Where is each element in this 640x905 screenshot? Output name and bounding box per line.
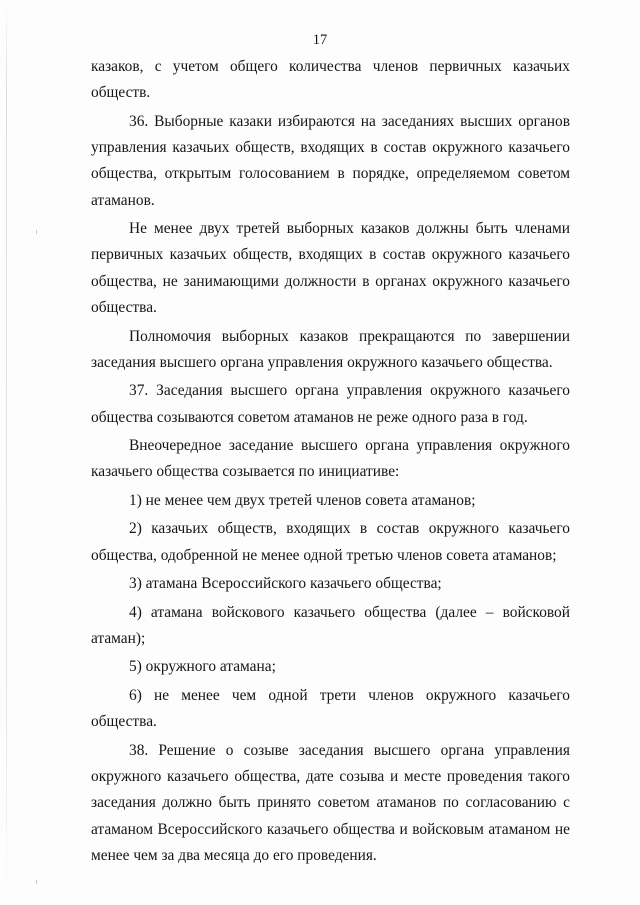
paragraph: 6) не менее чем одной трети членов окружного казачьего общества. xyxy=(91,686,570,731)
paragraph: Полномочия выборных казаков прекращаются по завершении заседания высшего органа управления окружного казачьего общества. xyxy=(91,327,570,371)
paragraph: 36. Выборные казаки избираются на заседаниях высших органов управления казачьих обществ, входящих в состав окружного казачьего общества, открытым голосованием в порядке, определяемом советом атаманов. xyxy=(91,112,570,209)
paragraph: 37. Заседания высшего органа управления окружного казачьего общества созываются советом атаманов не реже одного раза в год. xyxy=(91,382,570,426)
paragraph: 5) окружного атамана; xyxy=(129,658,276,676)
paragraph: 2) казачьих обществ, входящих в состав окружного казачьего общества, одобренной не менее одной третью членов совета атаманов; xyxy=(91,520,570,564)
scan-speck xyxy=(36,230,37,234)
page-number: 17 xyxy=(312,32,328,48)
paragraph: Внеочередное заседание высшего органа управления окружного казачьего общества созывается по инициативе: xyxy=(91,437,570,481)
scan-speck xyxy=(36,880,37,884)
document-body xyxy=(91,54,570,869)
paragraph: казаков, с учетом общего количества членов первичных казачьих обществ. xyxy=(91,58,570,102)
paragraph: Не менее двух третей выборных казаков должны быть членами первичных казачьих обществ, входящих в состав окружного казачьего общества, не занимающими должности в органах окружного казачьего общества. xyxy=(91,220,570,317)
paragraph: 1) не менее чем двух третей членов совета атаманов; xyxy=(129,491,476,509)
scan-left-edge xyxy=(6,0,7,905)
paragraph: 4) атамана войскового казачьего общества (далее – войсковой атаман); xyxy=(91,603,570,647)
paragraph: 3) атамана Всероссийского казачьего общества; xyxy=(129,575,442,593)
paragraph: 38. Решение о созыве заседания высшего органа управления окружного казачьего общества, дате созыва и месте проведения такого заседания должно быть принято советом атаманов по согласованию с атаманом Всероссийского казачьего общества и войсковым атаманом не менее чем за два месяца до его проведения. xyxy=(91,741,570,864)
